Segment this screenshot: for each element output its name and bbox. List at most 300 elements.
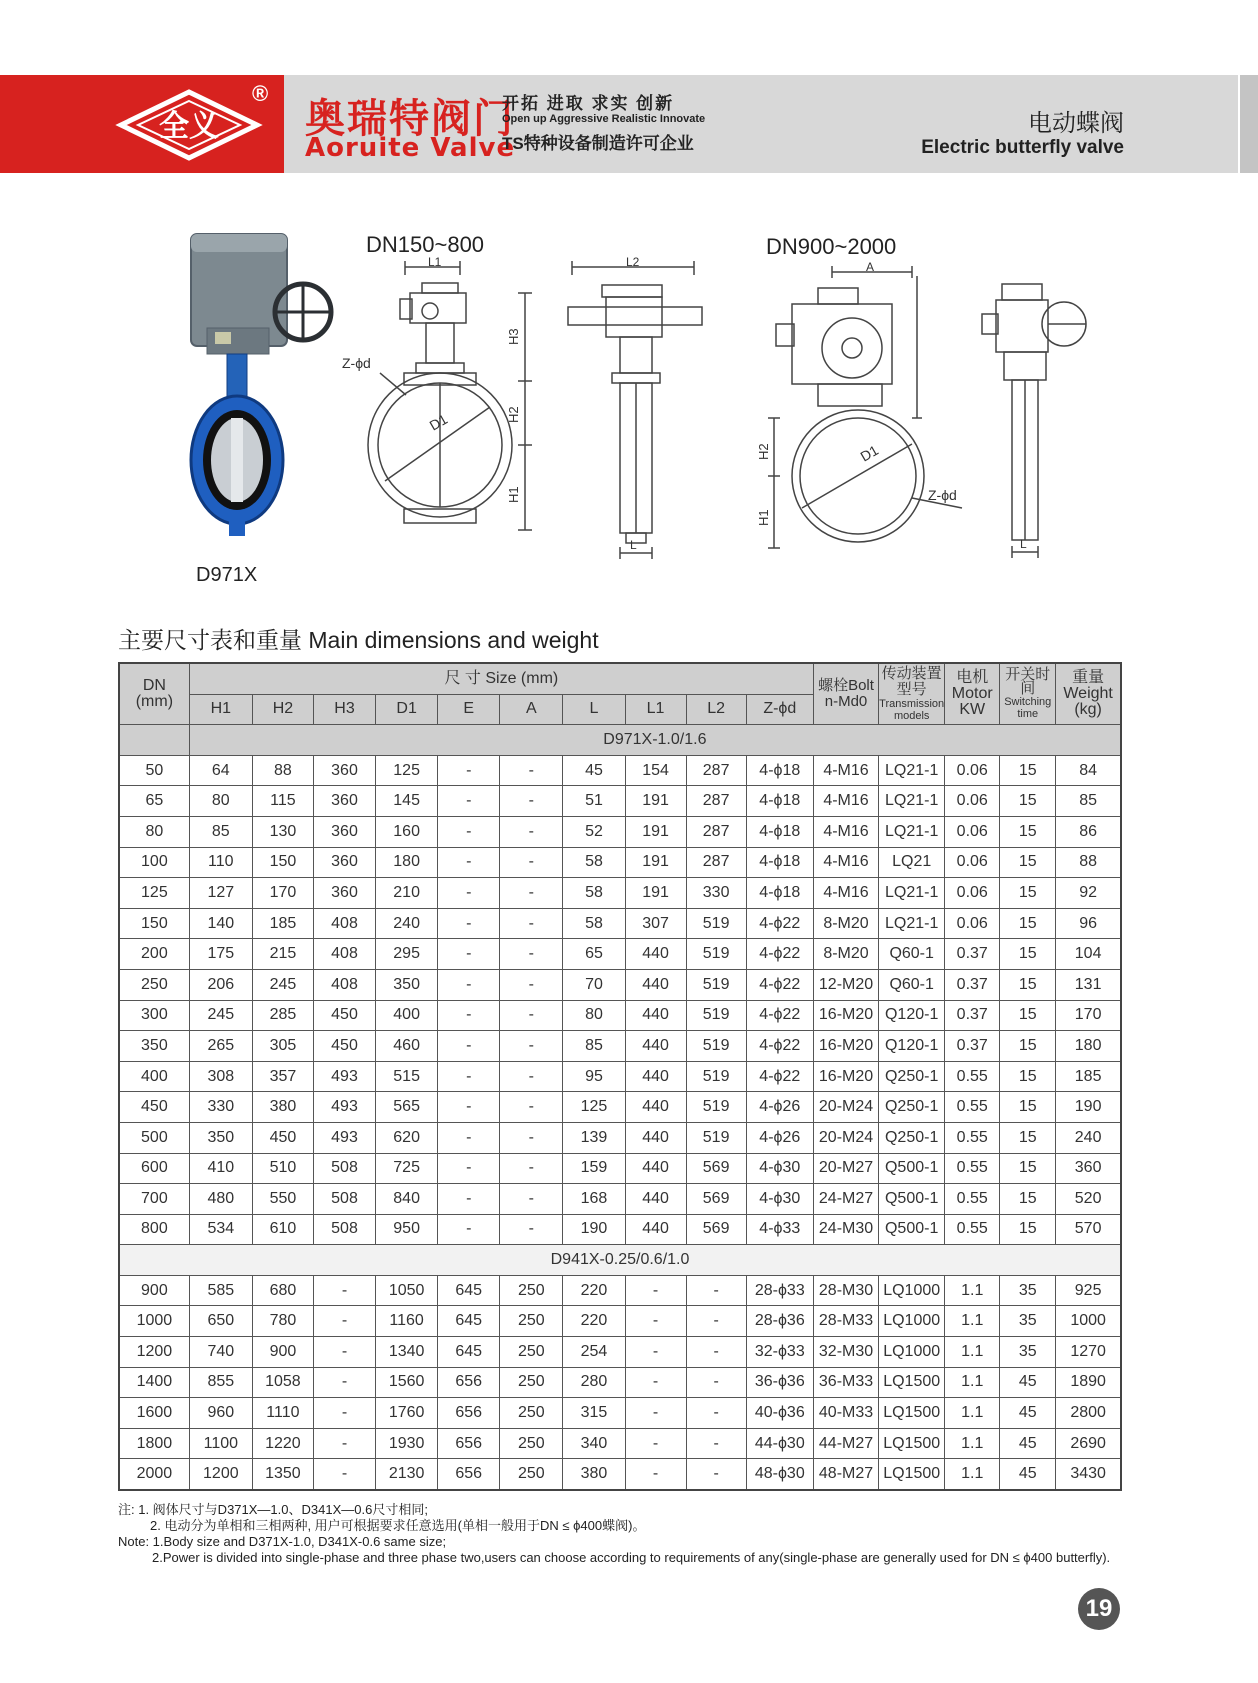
table-cell: - (625, 1337, 686, 1368)
table-cell: 4-ϕ22 (746, 1061, 813, 1092)
table-cell: - (438, 1214, 500, 1245)
table-row (119, 969, 1121, 1000)
table-cell: 127 (189, 878, 252, 909)
dim-label-l: L (630, 538, 637, 552)
table-cell: 250 (500, 1398, 563, 1429)
table-cell: 0.06 (945, 878, 1000, 909)
table-cell: 245 (189, 1000, 252, 1031)
table-cell: 32-M30 (813, 1337, 878, 1368)
table-cell: 1600 (119, 1398, 189, 1429)
table-cell: LQ21-1 (879, 908, 945, 939)
col-motor-cn: 电机 (956, 669, 989, 687)
table-cell: 0.37 (945, 1031, 1000, 1062)
table-cell: 35 (1000, 1306, 1056, 1337)
table-cell: - (686, 1337, 746, 1368)
table-cell: 1.1 (945, 1428, 1000, 1459)
company-logo-icon (118, 89, 260, 161)
table-cell: 150 (252, 847, 313, 878)
table-cell: 4-M16 (813, 816, 878, 847)
table-cell: 100 (119, 847, 189, 878)
col-d1: D1 (376, 694, 438, 725)
table-cell: 565 (376, 1092, 438, 1123)
table-cell: 700 (119, 1184, 189, 1215)
table-cell: 180 (376, 847, 438, 878)
table-cell: - (313, 1275, 375, 1306)
table-cell: - (686, 1398, 746, 1429)
table-cell: 80 (189, 786, 252, 817)
table-cell: 950 (376, 1214, 438, 1245)
table-cell: LQ21-1 (879, 878, 945, 909)
col-h3: H3 (313, 694, 375, 725)
col-weight-unit: (kg) (1074, 701, 1102, 719)
table-cell: 0.55 (945, 1122, 1000, 1153)
table-cell: 350 (119, 1031, 189, 1062)
table-cell: 570 (1056, 1214, 1121, 1245)
dim-label-d1: D1 (426, 410, 451, 434)
table-cell: 0.55 (945, 1092, 1000, 1123)
table-cell: 1.1 (945, 1306, 1000, 1337)
table-cell: 519 (686, 1000, 746, 1031)
table-cell: 131 (1056, 969, 1121, 1000)
table-cell: 4-ϕ22 (746, 1000, 813, 1031)
table-cell: - (438, 1153, 500, 1184)
table-cell: 1000 (119, 1306, 189, 1337)
table-cell: - (500, 939, 563, 970)
table-cell: - (438, 816, 500, 847)
dim-label-a: A (866, 260, 875, 274)
table-cell: - (313, 1337, 375, 1368)
table-cell: 190 (1056, 1092, 1121, 1123)
table-cell: 645 (438, 1275, 500, 1306)
table-cell: 191 (625, 816, 686, 847)
table-cell: 20-M24 (813, 1122, 878, 1153)
table-cell: Q120-1 (879, 1000, 945, 1031)
note-cn-2: 2. 电动分为单相和三相两种, 用户可根据要求任意选用(单相一般用于DN ≤ ϕ400蝶阀)。 (150, 1518, 646, 1533)
table-cell: LQ1500 (879, 1367, 945, 1398)
table-row (119, 1337, 1121, 1368)
table-cell: 4-ϕ33 (746, 1214, 813, 1245)
table-cell: 28-ϕ33 (746, 1275, 813, 1306)
table-cell: 40-ϕ36 (746, 1398, 813, 1429)
table-cell: 48-M27 (813, 1459, 878, 1490)
table-cell: 0.06 (945, 847, 1000, 878)
table-cell: 925 (1056, 1275, 1121, 1306)
table-cell: 357 (252, 1061, 313, 1092)
table-cell: - (500, 847, 563, 878)
table-cell: 8-M20 (813, 908, 878, 939)
table-cell: 215 (252, 939, 313, 970)
table-cell: 300 (119, 1000, 189, 1031)
registered-mark: ® (252, 81, 269, 106)
table-cell: 24-M27 (813, 1184, 878, 1215)
table-cell: 600 (119, 1153, 189, 1184)
table-cell: 58 (563, 908, 625, 939)
table-cell: 0.06 (945, 755, 1000, 786)
dim-label-l-large: L (1020, 537, 1027, 551)
dim-label-zphid-large: Z-ϕd (928, 487, 957, 503)
table-cell: 1200 (189, 1459, 252, 1490)
table-cell: 519 (686, 969, 746, 1000)
dim-label-h2-large: H2 (756, 443, 771, 460)
table-cell: 254 (563, 1337, 625, 1368)
col-dn (119, 663, 189, 725)
section-title: 主要尺寸表和重量 Main dimensions and weight (118, 627, 599, 653)
table-cell: 550 (252, 1184, 313, 1215)
table-cell: 1930 (376, 1428, 438, 1459)
table-cell: 58 (563, 878, 625, 909)
table-cell: 1220 (252, 1428, 313, 1459)
table-cell: 220 (563, 1306, 625, 1337)
table-cell: 2130 (376, 1459, 438, 1490)
table-cell: Q60-1 (879, 939, 945, 970)
col-dn-unit: (mm) (135, 693, 174, 711)
table-cell: - (438, 1000, 500, 1031)
table-cell: 1050 (376, 1275, 438, 1306)
table-cell: 855 (189, 1367, 252, 1398)
table-cell: 0.37 (945, 969, 1000, 1000)
table-cell: - (438, 1092, 500, 1123)
table-cell: 450 (119, 1092, 189, 1123)
table-cell: 51 (563, 786, 625, 817)
table-cell: 15 (1000, 939, 1056, 970)
table-cell: - (438, 878, 500, 909)
table-cell: 84 (1056, 755, 1121, 786)
table-cell: 175 (189, 939, 252, 970)
table-cell: 340 (563, 1428, 625, 1459)
table-cell: 28-ϕ36 (746, 1306, 813, 1337)
table-cell: 88 (252, 755, 313, 786)
table-cell: - (500, 878, 563, 909)
drawing-dn150-side (562, 255, 712, 565)
table-row (119, 1153, 1121, 1184)
table-cell: 4-ϕ30 (746, 1153, 813, 1184)
table-cell: 45 (1000, 1428, 1056, 1459)
table-cell: 1760 (376, 1398, 438, 1429)
table-cell: - (500, 786, 563, 817)
table-cell: - (500, 1092, 563, 1123)
table-row (119, 939, 1121, 970)
table-cell: 15 (1000, 878, 1056, 909)
table-cell: 45 (1000, 1459, 1056, 1490)
dim-label-l1: L1 (428, 255, 442, 269)
table-row (119, 1092, 1121, 1123)
table-cell: 534 (189, 1214, 252, 1245)
col-switch-en: Switching time (1004, 696, 1052, 721)
col-e: E (438, 694, 500, 725)
product-title-cn: 电动蝶阀 (1028, 110, 1124, 137)
table-cell: 440 (625, 1031, 686, 1062)
table-cell: LQ21 (879, 847, 945, 878)
table-cell: 900 (252, 1337, 313, 1368)
table-cell: 240 (376, 908, 438, 939)
table-cell: 4-ϕ18 (746, 847, 813, 878)
table-cell: 450 (313, 1031, 375, 1062)
group-label: D941X-0.25/0.6/1.0 (119, 1245, 1121, 1276)
table-cell: 493 (313, 1122, 375, 1153)
table-cell: 450 (252, 1122, 313, 1153)
table-cell: - (625, 1367, 686, 1398)
table-cell: 2690 (1056, 1428, 1121, 1459)
col-bolt-en: n-Md0 (824, 693, 868, 711)
table-row (119, 1428, 1121, 1459)
table-cell: 185 (1056, 1061, 1121, 1092)
table-cell: 125 (119, 878, 189, 909)
table-cell: 620 (376, 1122, 438, 1153)
table-cell: 585 (189, 1275, 252, 1306)
table-cell: LQ21-1 (879, 786, 945, 817)
table-cell: 285 (252, 1000, 313, 1031)
table-cell: 28-M30 (813, 1275, 878, 1306)
table-cell: 440 (625, 1153, 686, 1184)
table-cell: 15 (1000, 1153, 1056, 1184)
table-cell: 1000 (1056, 1306, 1121, 1337)
table-cell: 20-M27 (813, 1153, 878, 1184)
table-cell: 20-M24 (813, 1092, 878, 1123)
table-cell: 493 (313, 1061, 375, 1092)
note-en-2: 2.Power is divided into single-phase and three phase two,users can choose according to requirements of any(single-phase are generally used for DN ≤ ϕ400 butterfly). (152, 1550, 1111, 1565)
table-cell: 1340 (376, 1337, 438, 1368)
note-en-1: Note: 1.Body size and D371X-1.0, D341X-0.6 same size; (118, 1534, 447, 1549)
table-cell: - (500, 1061, 563, 1092)
table-cell: 656 (438, 1398, 500, 1429)
drawing-dn900-side (982, 270, 1102, 570)
table-cell: 85 (189, 816, 252, 847)
table-cell: 780 (252, 1306, 313, 1337)
table-cell: Q60-1 (879, 969, 945, 1000)
table-cell: 50 (119, 755, 189, 786)
table-cell: 520 (1056, 1184, 1121, 1215)
table-cell: 287 (686, 786, 746, 817)
table-cell: - (438, 1184, 500, 1215)
table-cell: 15 (1000, 755, 1056, 786)
table-row (119, 1214, 1121, 1245)
col-switch-cn: 开关时间 (1005, 666, 1051, 698)
table-cell: - (686, 1459, 746, 1490)
table-cell: 519 (686, 1122, 746, 1153)
table-cell: Q500-1 (879, 1184, 945, 1215)
col-trans-en: Transmission models (879, 698, 945, 723)
table-cell: 8-M20 (813, 939, 878, 970)
table-cell: 408 (313, 969, 375, 1000)
table-cell: 680 (252, 1275, 313, 1306)
table-cell: 15 (1000, 816, 1056, 847)
col-weight-en: Weight (1063, 685, 1113, 703)
col-l1: L1 (625, 694, 686, 725)
table-cell: 15 (1000, 969, 1056, 1000)
table-cell: 150 (119, 908, 189, 939)
table-cell: 4-ϕ22 (746, 1031, 813, 1062)
table-cell: 36-ϕ36 (746, 1367, 813, 1398)
dim-label-zphid: Z-ϕd (342, 355, 371, 371)
table-cell: 44-M27 (813, 1428, 878, 1459)
dim-label-l2: L2 (626, 255, 640, 269)
table-cell: 360 (313, 786, 375, 817)
table-cell: 1890 (1056, 1367, 1121, 1398)
table-cell: 245 (252, 969, 313, 1000)
table-cell: 250 (500, 1367, 563, 1398)
drawing-dn900-front (752, 258, 972, 558)
table-cell: 508 (313, 1184, 375, 1215)
table-cell: 0.06 (945, 816, 1000, 847)
table-cell: 191 (625, 878, 686, 909)
table-cell: 16-M20 (813, 1061, 878, 1092)
table-cell: 360 (313, 755, 375, 786)
table-cell: 519 (686, 1092, 746, 1123)
table-cell: 170 (252, 878, 313, 909)
table-cell: 265 (189, 1031, 252, 1062)
table-cell: Q250-1 (879, 1092, 945, 1123)
slogan-cn: 开拓 进取 求实 创新 (502, 94, 675, 113)
table-cell: 159 (563, 1153, 625, 1184)
table-cell: 4-ϕ18 (746, 816, 813, 847)
table-row (119, 1275, 1121, 1306)
group-label: D971X-1.0/1.6 (189, 725, 1121, 756)
table-row (119, 1459, 1121, 1490)
table-cell: - (686, 1275, 746, 1306)
table-cell: 960 (189, 1398, 252, 1429)
col-weight-cn: 重量 (1072, 669, 1105, 687)
table-cell: 185 (252, 908, 313, 939)
table-cell: 0.37 (945, 939, 1000, 970)
table-cell: 3430 (1056, 1459, 1121, 1490)
table-cell: 15 (1000, 1184, 1056, 1215)
table-cell: 569 (686, 1184, 746, 1215)
notes (118, 1502, 1158, 1566)
table-cell: 725 (376, 1153, 438, 1184)
table-cell: 24-M30 (813, 1214, 878, 1245)
table-cell: LQ1500 (879, 1459, 945, 1490)
table-cell: 0.55 (945, 1184, 1000, 1215)
table-cell: - (686, 1367, 746, 1398)
table-cell: 4-M16 (813, 786, 878, 817)
table-cell: 460 (376, 1031, 438, 1062)
table-cell: 650 (189, 1306, 252, 1337)
table-cell: 330 (686, 878, 746, 909)
table-cell: 15 (1000, 1000, 1056, 1031)
table-cell: 80 (563, 1000, 625, 1031)
table-cell: 250 (500, 1275, 563, 1306)
table-cell: 0.55 (945, 1214, 1000, 1245)
table-cell: 400 (376, 1000, 438, 1031)
table-cell: 410 (189, 1153, 252, 1184)
table-cell: - (500, 1184, 563, 1215)
table-row (119, 1031, 1121, 1062)
table-body (119, 725, 1121, 1490)
table-cell: 400 (119, 1061, 189, 1092)
col-switch (1000, 663, 1056, 725)
table-cell: 1100 (189, 1428, 252, 1459)
table-cell: 1058 (252, 1367, 313, 1398)
table-cell: 190 (563, 1214, 625, 1245)
table-cell: 840 (376, 1184, 438, 1215)
table-cell: 2800 (1056, 1398, 1121, 1429)
table-cell: - (438, 755, 500, 786)
table-cell: LQ1500 (879, 1428, 945, 1459)
table-cell: 250 (500, 1337, 563, 1368)
table-cell: 80 (119, 816, 189, 847)
header-edge (1238, 75, 1258, 173)
table-cell: - (438, 939, 500, 970)
table-cell: 519 (686, 1061, 746, 1092)
table-cell: Q250-1 (879, 1122, 945, 1153)
table-row (119, 1122, 1121, 1153)
table-cell: 1400 (119, 1367, 189, 1398)
table-cell: 4-ϕ18 (746, 786, 813, 817)
table-cell: 4-ϕ30 (746, 1184, 813, 1215)
table-cell: 32-ϕ33 (746, 1337, 813, 1368)
table-row (119, 755, 1121, 786)
table-cell: 45 (563, 755, 625, 786)
table-cell: 408 (313, 939, 375, 970)
table-cell: - (438, 1122, 500, 1153)
table-cell: LQ1000 (879, 1275, 945, 1306)
table-cell: Q500-1 (879, 1214, 945, 1245)
table-cell: 610 (252, 1214, 313, 1245)
table-cell: 168 (563, 1184, 625, 1215)
table-cell: 64 (189, 755, 252, 786)
table-cell: - (500, 1031, 563, 1062)
col-l: L (563, 694, 625, 725)
table-cell: 510 (252, 1153, 313, 1184)
table-cell: 145 (376, 786, 438, 817)
table-cell: 1.1 (945, 1367, 1000, 1398)
table-cell: 36-M33 (813, 1367, 878, 1398)
table-cell: LQ21-1 (879, 816, 945, 847)
table-row (119, 908, 1121, 939)
table-cell: 360 (313, 878, 375, 909)
table-cell: LQ1000 (879, 1337, 945, 1368)
table-cell: Q500-1 (879, 1153, 945, 1184)
table-cell: 315 (563, 1398, 625, 1429)
table-cell: - (313, 1459, 375, 1490)
table-cell: 440 (625, 1000, 686, 1031)
table-cell: 95 (563, 1061, 625, 1092)
table-cell: 0.06 (945, 786, 1000, 817)
table-cell: 519 (686, 1031, 746, 1062)
table-cell: 1200 (119, 1337, 189, 1368)
table-row (119, 816, 1121, 847)
page-number: 19 (1078, 1588, 1120, 1630)
table-cell: 0.06 (945, 908, 1000, 939)
col-h2: H2 (252, 694, 313, 725)
table-cell: 160 (376, 816, 438, 847)
table-cell: 440 (625, 1122, 686, 1153)
table-cell: 440 (625, 939, 686, 970)
table-cell: 508 (313, 1214, 375, 1245)
dim-label-d1-large: D1 (857, 441, 882, 465)
group-spacer (119, 725, 189, 756)
table-cell: 440 (625, 1184, 686, 1215)
table-cell: - (438, 786, 500, 817)
table-cell: 104 (1056, 939, 1121, 970)
table-cell: 656 (438, 1367, 500, 1398)
table-cell: - (438, 908, 500, 939)
table-cell: 350 (189, 1122, 252, 1153)
table-cell: 645 (438, 1306, 500, 1337)
table-cell: 740 (189, 1337, 252, 1368)
table-cell: 4-M16 (813, 847, 878, 878)
table-cell: 1800 (119, 1428, 189, 1459)
table-cell: 569 (686, 1214, 746, 1245)
table-cell: 15 (1000, 908, 1056, 939)
table-cell: 170 (1056, 1000, 1121, 1031)
table-cell: 645 (438, 1337, 500, 1368)
drawing-dn150-front (342, 255, 540, 565)
table-cell: 15 (1000, 786, 1056, 817)
table-cell: - (686, 1306, 746, 1337)
table-cell: 360 (1056, 1153, 1121, 1184)
table-cell: 1160 (376, 1306, 438, 1337)
